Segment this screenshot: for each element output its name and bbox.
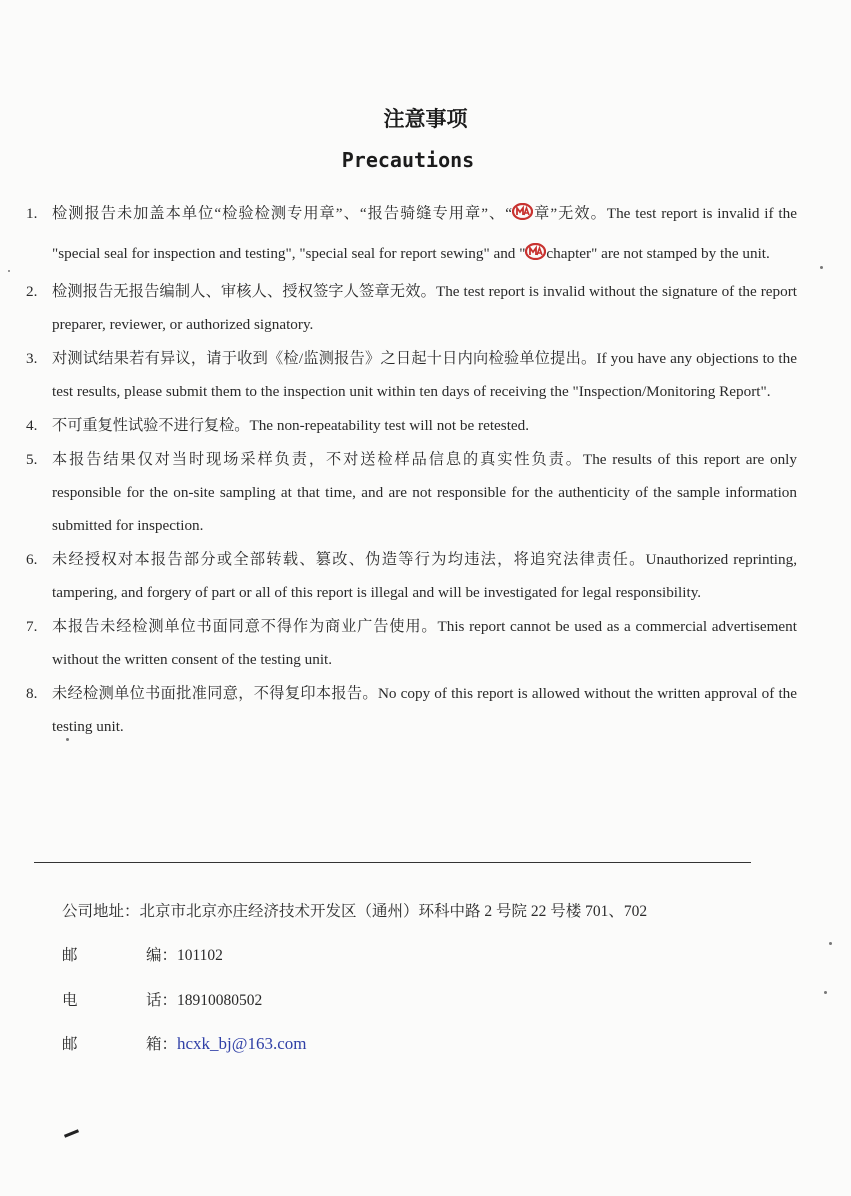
item-text: 对测试结果若有异议，请于收到《检/监测报告》之日起十日内向检验单位提出。If you have any objections to the test results, please submit them to the inspection unit within ten days of receiving the "Inspection/Monitoring Report". — [52, 350, 797, 400]
item-text-part: 章”无效。The test report is invalid if the "special seal for inspection and testing", "special seal for report sewing" and " — [52, 205, 797, 262]
pen-mark — [64, 1129, 79, 1137]
precautions-list — [26, 194, 797, 743]
scan-speck — [824, 991, 827, 994]
item-text-part: 检测报告未加盖本单位“检验检测专用章”、“报告骑缝专用章”、“ — [52, 205, 513, 222]
item-text: 本报告结果仅对当时现场采样负责，不对送检样品信息的真实性负责。The results of this report are only responsible for the on-site sampling at that time, and are not responsible for the authenticity of the sample information submitted for inspection. — [52, 451, 797, 534]
scan-speck — [66, 738, 69, 741]
list-item — [26, 610, 797, 676]
address-label: 公司地址： — [62, 903, 140, 920]
item-text: 不可重复性试验不进行复检。The non-repeatability test will not be retested. — [52, 417, 530, 434]
item-number: 2. — [26, 283, 38, 300]
list-item — [26, 409, 797, 442]
phone-label: 电 — [62, 992, 78, 1009]
list-item — [26, 677, 797, 743]
scan-speck — [820, 266, 823, 269]
item-text: 未经检测单位书面批准同意，不得复印本报告。No copy of this report is allowed without the written approval of the testing unit. — [52, 685, 797, 735]
item-number: 1. — [26, 205, 38, 222]
item-number: 4. — [26, 417, 38, 434]
item-text: 本报告未经检测单位书面同意不得作为商业广告使用。This report cannot be used as a commercial advertisement without the written consent of the testing unit. — [52, 618, 797, 668]
list-item — [26, 443, 797, 542]
item-number: 6. — [26, 551, 38, 568]
contact-address — [62, 899, 647, 921]
contact-postcode — [62, 943, 223, 965]
contact-email — [62, 1032, 307, 1054]
postcode-value: 编：101102 — [146, 947, 223, 964]
cma-mark-icon — [512, 203, 533, 220]
email-row — [146, 1032, 306, 1054]
cma-mark-icon — [525, 243, 546, 260]
email-prefix: 箱： — [146, 1036, 178, 1053]
scan-speck — [8, 270, 10, 272]
section-divider — [34, 862, 751, 863]
postcode-label: 邮 — [62, 947, 78, 964]
contact-phone — [62, 988, 263, 1010]
list-item — [26, 543, 797, 609]
item-text-part: chapter" are not stamped by the unit. — [546, 245, 770, 262]
list-item — [26, 342, 797, 408]
list-item — [26, 194, 797, 274]
address-value: 北京市北京亦庄经济技术开发区（通州）环科中路 2 号院 22 号楼 701、702 — [139, 903, 648, 920]
phone-value: 话：18910080502 — [146, 992, 263, 1009]
page-title-en: Precautions — [341, 148, 475, 172]
item-text: 检测报告无报告编制人、审核人、授权签字人签章无效。The test report is invalid without the signature of the report preparer, reviewer, or authorized signatory. — [52, 283, 797, 333]
page-title-cn: 注意事项 — [383, 107, 468, 131]
item-text: 未经授权对本报告部分或全部转载、篡改、伪造等行为均违法，将追究法律责任。Unauthorized reprinting, tampering, and forgery of part or all of this report is illegal and will be investigated for legal responsibility. — [52, 551, 797, 601]
scan-speck — [829, 942, 832, 945]
email-label: 邮 — [62, 1036, 78, 1053]
item-number: 5. — [26, 451, 38, 468]
item-number: 7. — [26, 618, 38, 635]
item-number: 3. — [26, 350, 38, 367]
item-number: 8. — [26, 685, 38, 702]
email-link[interactable]: hcxk_bj@163.com — [177, 1034, 307, 1053]
list-item — [26, 275, 797, 341]
